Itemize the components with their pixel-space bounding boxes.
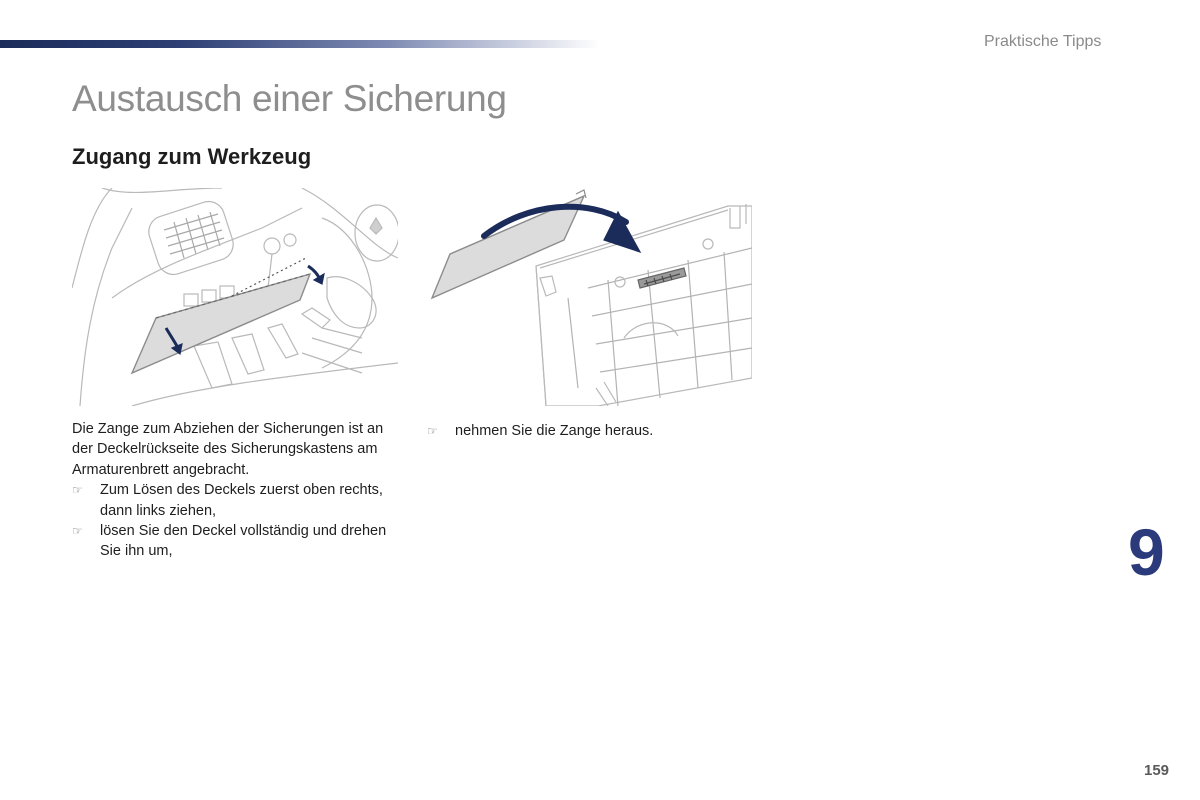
page-title: Austausch einer Sicherung [72, 78, 507, 119]
intro-paragraph: Die Zange zum Abziehen der Sicherungen ist an der Deckelrückseite des Sicherungskastens am Armaturenbrett angebracht. [72, 421, 384, 478]
dashboard-fuse-cover-illustration [72, 188, 398, 406]
instructions-left [72, 419, 402, 562]
page-number: 159 [1144, 762, 1170, 779]
fuse-box-cover-removal-illustration [428, 188, 752, 406]
list-item [72, 480, 402, 521]
list-item [72, 521, 402, 562]
step-text: lösen Sie den Deckel vollständig und drehen Sie ihn um, [100, 523, 387, 560]
section-heading: Zugang zum Werkzeug [72, 144, 312, 169]
step-text: Zum Lösen des Deckels zuerst oben rechts, dann links ziehen, [100, 482, 383, 519]
list-item [427, 421, 757, 441]
instructions-right [427, 421, 757, 441]
pointing-hand-icon: ☞ [72, 483, 83, 498]
pointing-hand-icon: ☞ [427, 424, 438, 438]
chapter-number: 9 [1128, 515, 1165, 589]
step-text: nehmen Sie die Zange heraus. [455, 423, 654, 439]
section-label: Praktische Tipps [984, 33, 1102, 50]
header-gradient-bar [0, 40, 600, 48]
pointing-hand-icon: ☞ [72, 524, 83, 539]
